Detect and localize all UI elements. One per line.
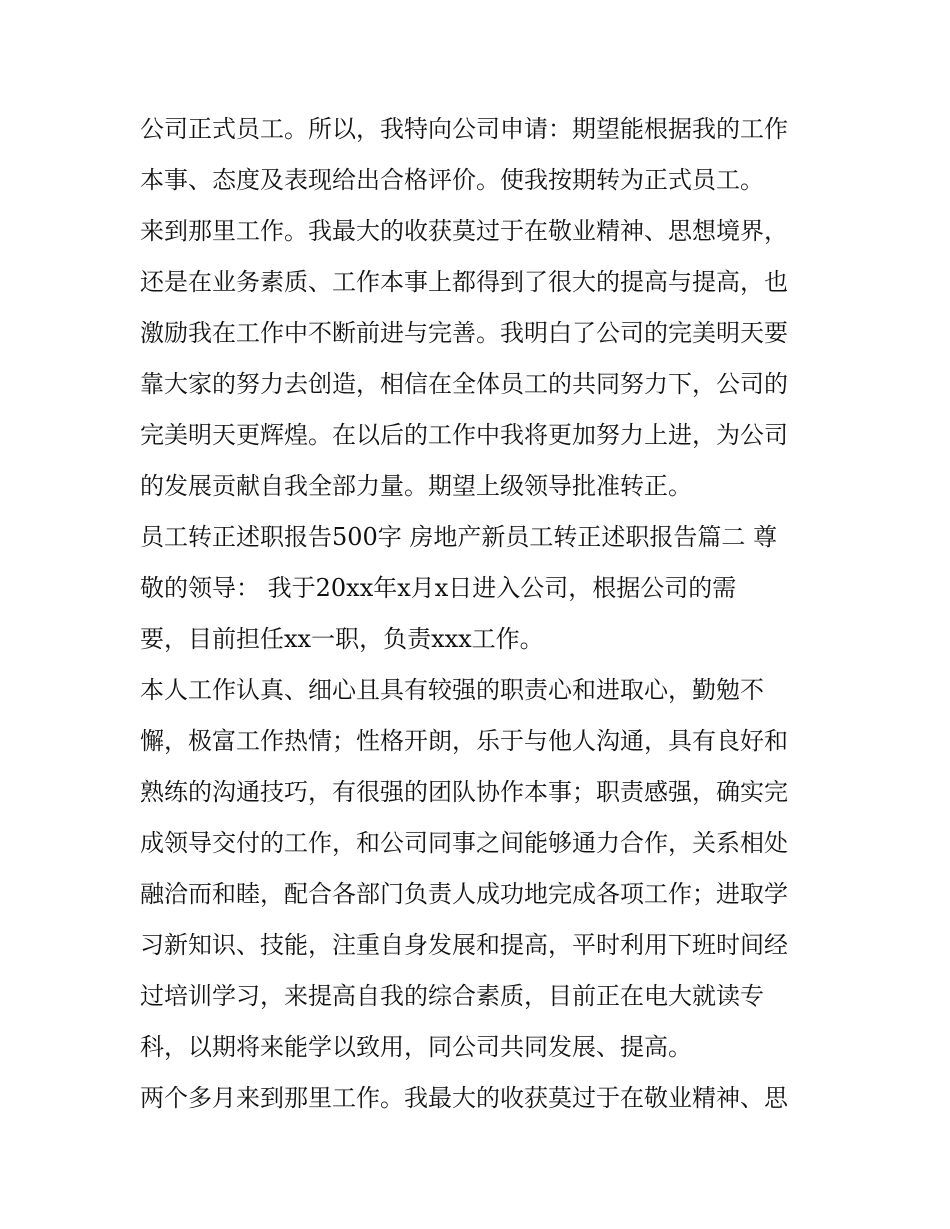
text-line: 懈，极富工作热情；性格开朗，乐于与他人沟通，具有良好和 <box>140 727 788 755</box>
text-line: 本人工作认真、细心且具有较强的职责心和进取心，勤勉不 <box>140 676 764 704</box>
text-line: 完美明天更辉煌。在以后的工作中我将更加努力上进，为公司 <box>140 421 788 449</box>
text-line: 敬的领导： 我于20xx年x月x日进入公司，根据公司的需 <box>140 574 737 602</box>
text-line: 公司正式员工。所以，我特向公司申请：期望能根据我的工作 <box>140 115 788 143</box>
text-line: 熟练的沟通技巧，有很强的团队协作本事；职责感强，确实完 <box>140 778 788 806</box>
text-line: 本事、态度及表现给出合格评价。使我按期转为正式员工。 <box>140 166 764 194</box>
text-line: 融洽而和睦，配合各部门负责人成功地完成各项工作；进取学 <box>140 880 788 908</box>
text-line: 靠大家的努力去创造，相信在全体员工的共同努力下，公司的 <box>140 370 788 398</box>
text-line: 激励我在工作中不断前进与完善。我明白了公司的完美明天要 <box>140 319 788 347</box>
text-line: 要，目前担任xx一职，负责xxx工作。 <box>140 625 544 653</box>
text-line: 科，以期将来能学以致用，同公司共同发展、提高。 <box>140 1033 692 1061</box>
text-line: 两个多月来到那里工作。我最大的收获莫过于在敬业精神、思 <box>140 1084 788 1112</box>
text-line: 还是在业务素质、工作本事上都得到了很大的提高与提高，也 <box>140 268 788 296</box>
section-heading-line: 员工转正述职报告500字 房地产新员工转正述职报告篇二 尊 <box>140 523 778 551</box>
text-line: 过培训学习，来提高自我的综合素质，目前正在电大就读专 <box>140 982 764 1010</box>
text-line: 的发展贡献自我全部力量。期望上级领导批准转正。 <box>140 472 692 500</box>
document-body <box>140 104 830 1124</box>
text-line: 习新知识、技能，注重自身发展和提高，平时利用下班时间经 <box>140 931 788 959</box>
text-line: 成领导交付的工作，和公司同事之间能够通力合作，关系相处 <box>140 829 788 857</box>
text-line: 来到那里工作。我最大的收获莫过于在敬业精神、思想境界， <box>140 217 788 245</box>
